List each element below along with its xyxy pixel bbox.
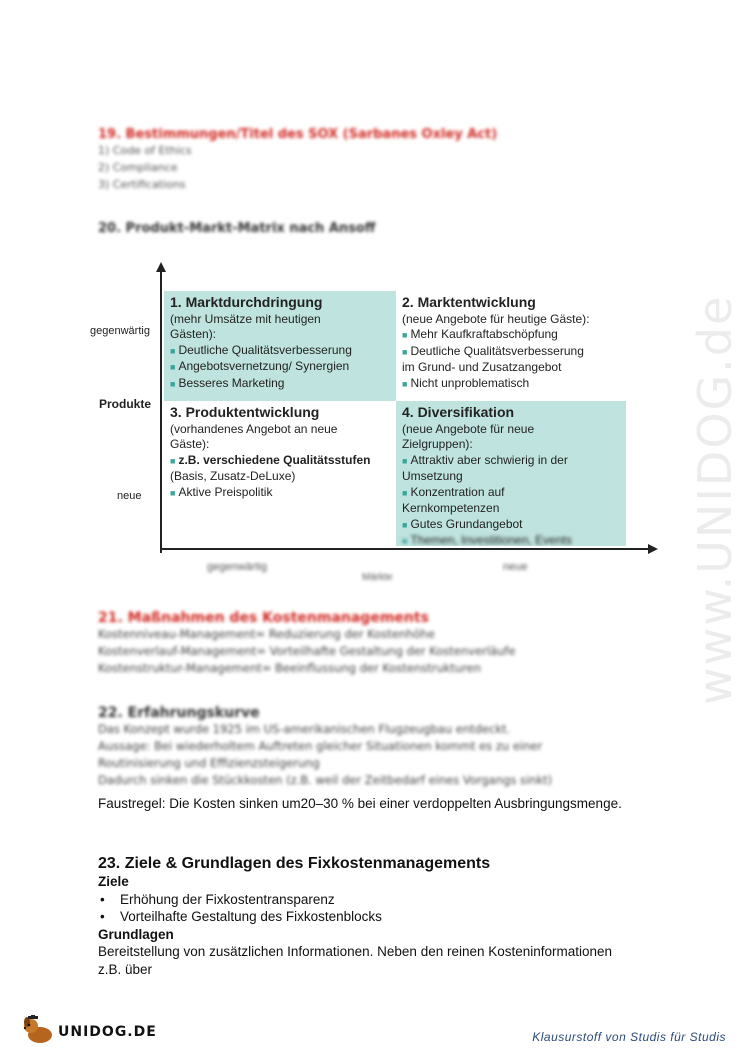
cell-bullet: ■ Aktive Preispolitik bbox=[170, 484, 273, 499]
cell-bullet: ■ z.B. verschiedene Qualitätsstufen bbox=[170, 452, 371, 467]
x-tick-left: gegenwärtig bbox=[207, 561, 267, 573]
x-axis-line bbox=[160, 548, 650, 550]
list-item: • Vorteilhafte Gestaltung des Fixkostenblocks bbox=[98, 908, 668, 926]
section-23-title: 23. Ziele & Grundlagen des Fixkostenmanagements bbox=[98, 855, 491, 872]
watermark: www.UNIDOG.de bbox=[688, 294, 742, 706]
section-20-title: 20. Produkt-Markt-Matrix nach Ansoff bbox=[98, 221, 376, 236]
ziele-list bbox=[98, 891, 668, 926]
cell-bullet: ■ Gutes Grundangebot bbox=[402, 516, 523, 531]
y-tick-top: gegenwärtig bbox=[90, 325, 150, 337]
cell-line: (neue Angebote für heutige Gäste): bbox=[402, 311, 590, 326]
cell-line: Gäste): bbox=[170, 437, 210, 451]
section-22-title: 22. Erfahrungskurve bbox=[98, 705, 260, 721]
square-bullet-icon: ■ bbox=[402, 378, 408, 389]
y-axis-line bbox=[160, 268, 162, 553]
cell-title: 4. Diversifikation bbox=[402, 404, 515, 420]
cell-line: (Basis, Zusatz-DeLuxe) bbox=[170, 469, 296, 483]
square-bullet-icon: ■ bbox=[402, 455, 408, 466]
cell-bullet: ■ Deutliche Qualitätsverbesserung bbox=[402, 343, 584, 358]
section-22-line: Das Konzept wurde 1925 im US-amerikanischen Flugzeugbau entdeckt. bbox=[98, 722, 511, 736]
cell-line: Zielgruppen): bbox=[402, 437, 473, 451]
section-22-line: Dadurch sinken die Stückkosten (z.B. weil der Zeitbedarf eines Vorgangs sinkt) bbox=[98, 773, 553, 787]
section-22-line: Aussage: Bei wiederholtem Auftreten gleicher Situationen kommt es zu einer bbox=[98, 739, 543, 753]
square-bullet-icon: ■ bbox=[170, 487, 176, 498]
square-bullet-icon: ■ bbox=[402, 536, 408, 546]
cell-line: Gästen): bbox=[170, 327, 217, 341]
square-bullet-icon: ■ bbox=[402, 487, 408, 498]
cell-bullet: ■ Themen, Investitionen, Events bbox=[402, 533, 572, 546]
square-bullet-icon: ■ bbox=[170, 455, 176, 466]
section-21-line: Kostenverlauf-Management= Vorteilhafte Gestaltung der Kostenverläufe bbox=[98, 644, 516, 658]
section-21-line: Kostenniveau-Management= Reduzierung der Kostenhöhe bbox=[98, 627, 435, 641]
cell-line: Umsetzung bbox=[402, 469, 463, 483]
section-19-item: 2) Compliance bbox=[98, 161, 178, 174]
x-axis-arrow-icon bbox=[648, 544, 658, 554]
section-19-item: 1) Code of Ethics bbox=[98, 144, 192, 157]
square-bullet-icon: ■ bbox=[402, 519, 408, 530]
section-19-item: 3) Certifications bbox=[98, 178, 186, 191]
cell-bullet: ■ Mehr Kaufkraftabschöpfung bbox=[402, 327, 558, 341]
logo-text: UNIDOG.DE bbox=[58, 1024, 157, 1040]
y-tick-bottom: neue bbox=[117, 490, 142, 502]
section-21-title: 21. Maßnahmen des Kostenmanagements bbox=[98, 610, 429, 626]
cell-line: (mehr Umsätze mit heutigen bbox=[170, 311, 321, 326]
section-21-line: Kostenstruktur-Management= Beeinflussung der Kostenstrukturen bbox=[98, 661, 482, 675]
grundlagen-label: Grundlagen bbox=[98, 926, 174, 942]
matrix-cell-2 bbox=[396, 291, 626, 401]
section-22 bbox=[98, 705, 552, 789]
matrix-cell-1 bbox=[164, 291, 396, 401]
section-23 bbox=[98, 855, 668, 978]
matrix-cell-3 bbox=[164, 401, 396, 546]
cell-bullet: ■ Besseres Marketing bbox=[170, 375, 285, 390]
section-21 bbox=[98, 610, 515, 677]
square-bullet-icon: ■ bbox=[170, 378, 176, 389]
cell-line: Kernkompetenzen bbox=[402, 501, 500, 515]
grundlagen-text: z.B. über bbox=[98, 961, 153, 977]
grundlagen-text: Bereitstellung von zusätzlichen Informationen. Neben den reinen Kosteninformationen bbox=[98, 944, 613, 959]
square-bullet-icon: ■ bbox=[170, 362, 176, 372]
x-tick-right: neue bbox=[503, 561, 528, 573]
cell-title: 3. Produktentwicklung bbox=[170, 404, 320, 420]
section-22-line: Routinisierung und Effizienzsteigerung bbox=[98, 756, 320, 770]
cell-bullet: ■ Deutliche Qualitätsverbesserung bbox=[170, 342, 352, 357]
y-axis-label: Produkte bbox=[99, 397, 152, 411]
section-19 bbox=[98, 127, 497, 193]
list-item: • Erhöhung der Fixkostentransparenz bbox=[98, 891, 668, 909]
cell-bullet: ■ Konzentration auf bbox=[402, 484, 505, 499]
x-axis-label: Märkte bbox=[362, 572, 393, 583]
matrix-cell-4 bbox=[396, 401, 626, 546]
footer-tagline: Klausurstoff von Studis für Studis bbox=[532, 1030, 726, 1044]
cell-line: (neue Angebote für neue bbox=[402, 421, 535, 436]
cell-bullet: ■ Attraktiv aber schwierig in der bbox=[402, 452, 568, 467]
section-19-title: 19. Bestimmungen/Titel des SOX (Sarbanes Oxley Act) bbox=[98, 127, 498, 142]
square-bullet-icon: ■ bbox=[402, 346, 408, 357]
dog-logo-icon bbox=[22, 1015, 56, 1045]
y-axis-arrow-icon bbox=[156, 262, 166, 272]
cell-bullet: ■ Angebotsvernetzung/ Synergien bbox=[170, 359, 350, 373]
cell-title: 1. Marktdurchdringung bbox=[170, 294, 323, 310]
section-22-rule: Faustregel: Die Kosten sinken um20–30 % bei einer verdoppelten Ausbringungsmenge. bbox=[98, 796, 622, 811]
ziele-label: Ziele bbox=[98, 874, 129, 889]
cell-bullet: ■ Nicht unproblematisch bbox=[402, 375, 530, 390]
square-bullet-icon: ■ bbox=[402, 330, 408, 340]
cell-line: (vorhandenes Angebot an neue bbox=[170, 421, 338, 436]
cell-title: 2. Marktentwicklung bbox=[402, 294, 536, 310]
cell-line: im Grund- und Zusatzangebot bbox=[402, 360, 562, 374]
square-bullet-icon: ■ bbox=[170, 345, 176, 356]
